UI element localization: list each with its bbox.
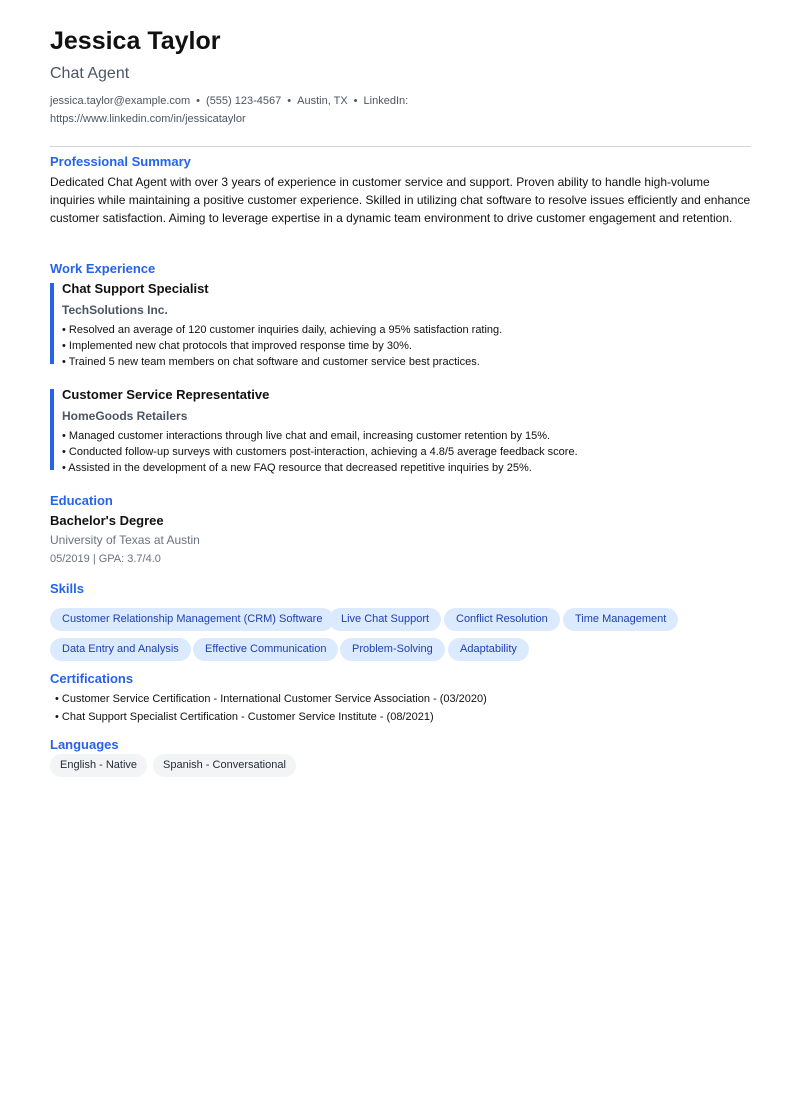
job-title: Chat Support Specialist — [62, 281, 209, 296]
language-chip: English - Native — [50, 754, 147, 777]
job-title: Customer Service Representative — [62, 387, 270, 402]
section-title-experience: Work Experience — [50, 261, 156, 276]
candidate-name: Jessica Taylor — [50, 27, 221, 55]
contact-phone: (555) 123-4567 — [206, 95, 282, 107]
certification-item: • Chat Support Specialist Certification - Customer Service Institute - (08/2021) — [55, 711, 434, 723]
job-accent-bar — [50, 283, 54, 364]
education-degree: Bachelor's Degree — [50, 513, 164, 528]
job-accent-bar — [50, 389, 54, 470]
contact-separator: • — [287, 95, 292, 107]
job-bullet: • Implemented new chat protocols that improved response time by 30%. — [62, 340, 412, 352]
skill-chip: Effective Communication — [193, 638, 338, 661]
skill-chip: Data Entry and Analysis — [50, 638, 191, 661]
skill-chip: Adaptability — [448, 638, 529, 661]
section-title-certifications: Certifications — [50, 671, 134, 686]
certifications-list — [55, 690, 487, 726]
job-bullets — [62, 322, 502, 370]
job-bullet: • Trained 5 new team members on chat software and customer service best practices. — [62, 356, 480, 368]
job-bullet: • Conducted follow-up surveys with customers post-interaction, achieving a 4.8/5 average feedback score. — [62, 446, 578, 458]
job-entry — [50, 281, 751, 367]
contact-linkedin-url[interactable]: https://www.linkedin.com/in/jessicataylor — [50, 113, 246, 125]
contact-line — [50, 92, 430, 128]
contact-linkedin-label: LinkedIn: — [363, 95, 409, 107]
skill-chip: Time Management — [563, 608, 678, 631]
skill-chip: Customer Relationship Management (CRM) Software — [50, 608, 334, 631]
skill-chip: Conflict Resolution — [444, 608, 560, 631]
section-title-languages: Languages — [50, 737, 119, 752]
job-bullets — [62, 428, 578, 476]
section-title-education: Education — [50, 493, 113, 508]
job-bullet: • Assisted in the development of a new FAQ resource that decreased repetitive inquiries by 25%. — [62, 462, 532, 474]
contact-separator: • — [353, 95, 358, 107]
section-title-skills: Skills — [50, 581, 84, 596]
job-entry — [50, 387, 751, 473]
job-bullet: • Resolved an average of 120 customer inquiries daily, achieving a 95% satisfaction rating. — [62, 324, 503, 336]
skill-chip: Live Chat Support — [329, 608, 441, 631]
contact-email[interactable]: jessica.taylor@example.com — [50, 95, 191, 107]
section-title-summary: Professional Summary — [50, 154, 191, 169]
skill-chip: Problem-Solving — [340, 638, 445, 661]
job-bullet: • Managed customer interactions through live chat and email, increasing customer retention by 15%. — [62, 430, 551, 442]
job-company: HomeGoods Retailers — [62, 409, 188, 423]
education-date-gpa: 05/2019 | GPA: 3.7/4.0 — [50, 553, 161, 565]
certification-item: • Customer Service Certification - International Customer Service Association - (03/2020) — [55, 693, 487, 705]
candidate-role: Chat Agent — [50, 65, 130, 82]
education-school: University of Texas at Austin — [50, 533, 200, 547]
contact-location: Austin, TX — [297, 95, 348, 107]
language-chip: Spanish - Conversational — [153, 754, 296, 777]
contact-separator: • — [196, 95, 201, 107]
summary-text: Dedicated Chat Agent with over 3 years of experience in customer service and support. Proven ability to handle high-volume inquiries while maintaining a positive customer experience. Skilled in utilizing chat software to resolve issues efficiently and enhance customer satisfaction. Aiming to leverage expertise in a dynamic team environment to drive customer engagement and retention. — [50, 175, 751, 225]
header-divider — [50, 146, 751, 147]
job-company: TechSolutions Inc. — [62, 303, 168, 317]
